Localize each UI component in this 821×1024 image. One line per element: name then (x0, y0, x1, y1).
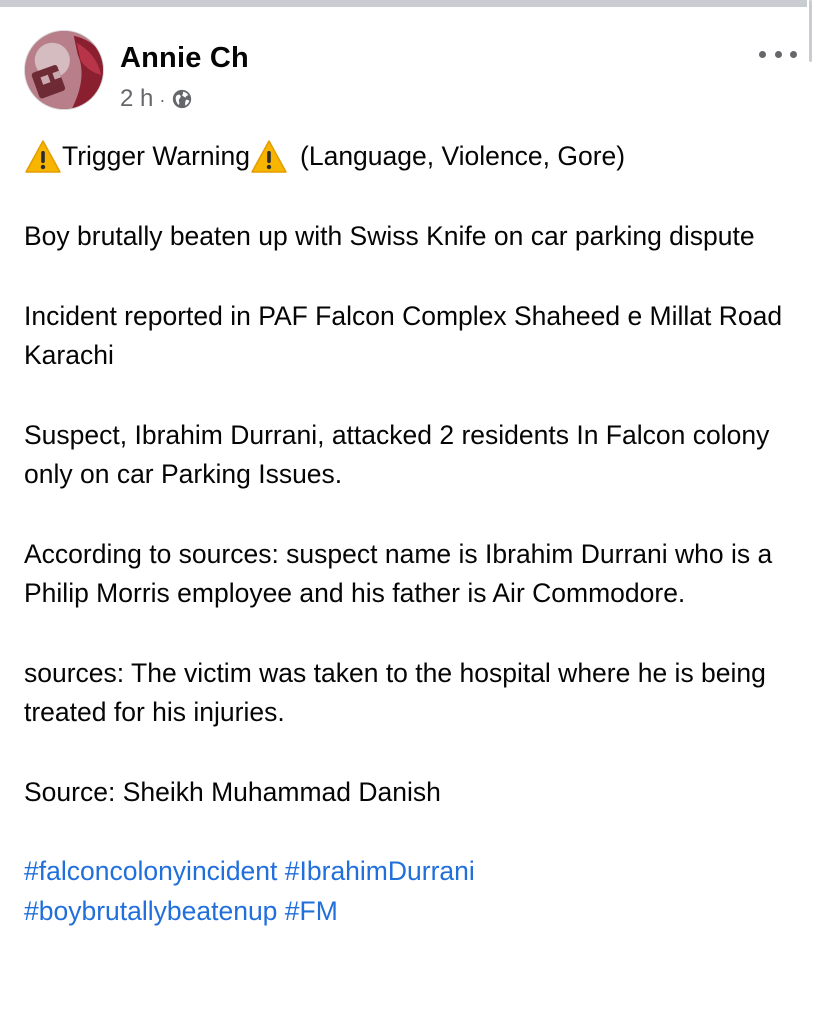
post-time[interactable]: 2 h (120, 85, 154, 112)
globe-icon[interactable] (171, 88, 193, 110)
profile-photo-icon (25, 31, 103, 109)
trigger-warning-label: Trigger Warning (62, 141, 251, 172)
more-horizontal-icon (759, 51, 766, 58)
more-horizontal-icon (775, 51, 782, 58)
post-paragraph: Suspect, Ibrahim Durrani, attacked 2 residents In Falcon colony only on car Parking Issues. (24, 419, 770, 489)
post-paragraph: sources: The victim was taken to the hospital where he is being treated for his injuries. (24, 657, 766, 727)
meta-separator: · (159, 89, 166, 110)
post-paragraph: Incident reported in PAF Falcon Complex Shaheed e Millat Road Karachi (24, 300, 783, 370)
post-meta (120, 84, 193, 114)
hashtag-link[interactable]: #FM (284, 895, 338, 926)
post-paragraph: According to sources: suspect name is Ibrahim Durrani who is a Philip Morris employee and his father is Air Commodore. (24, 538, 773, 608)
author-avatar[interactable] (24, 30, 104, 110)
warning-icon (24, 139, 62, 175)
more-options-button[interactable] (759, 45, 797, 63)
more-horizontal-icon (790, 51, 797, 58)
post-header (24, 30, 804, 112)
hashtag-list (24, 852, 800, 931)
trigger-warning-line (24, 137, 800, 177)
scrollbar[interactable] (807, 0, 821, 62)
trigger-warning-details: (Language, Violence, Gore) (300, 141, 626, 172)
post-paragraph: Boy brutally beaten up with Swiss Knife on car parking dispute (24, 221, 755, 251)
hashtag-link[interactable]: #IbrahimDurrani (284, 856, 475, 886)
post-paragraph: Source: Sheikh Muhammad Danish (24, 776, 441, 807)
hashtag-link[interactable]: #falconcolonyincident (24, 856, 278, 886)
author-name[interactable]: Annie Ch (120, 42, 249, 74)
post-body (24, 137, 800, 971)
top-border (0, 0, 821, 7)
hashtag-link[interactable]: #boybrutallybeatenup (24, 895, 278, 926)
warning-icon (250, 139, 288, 175)
